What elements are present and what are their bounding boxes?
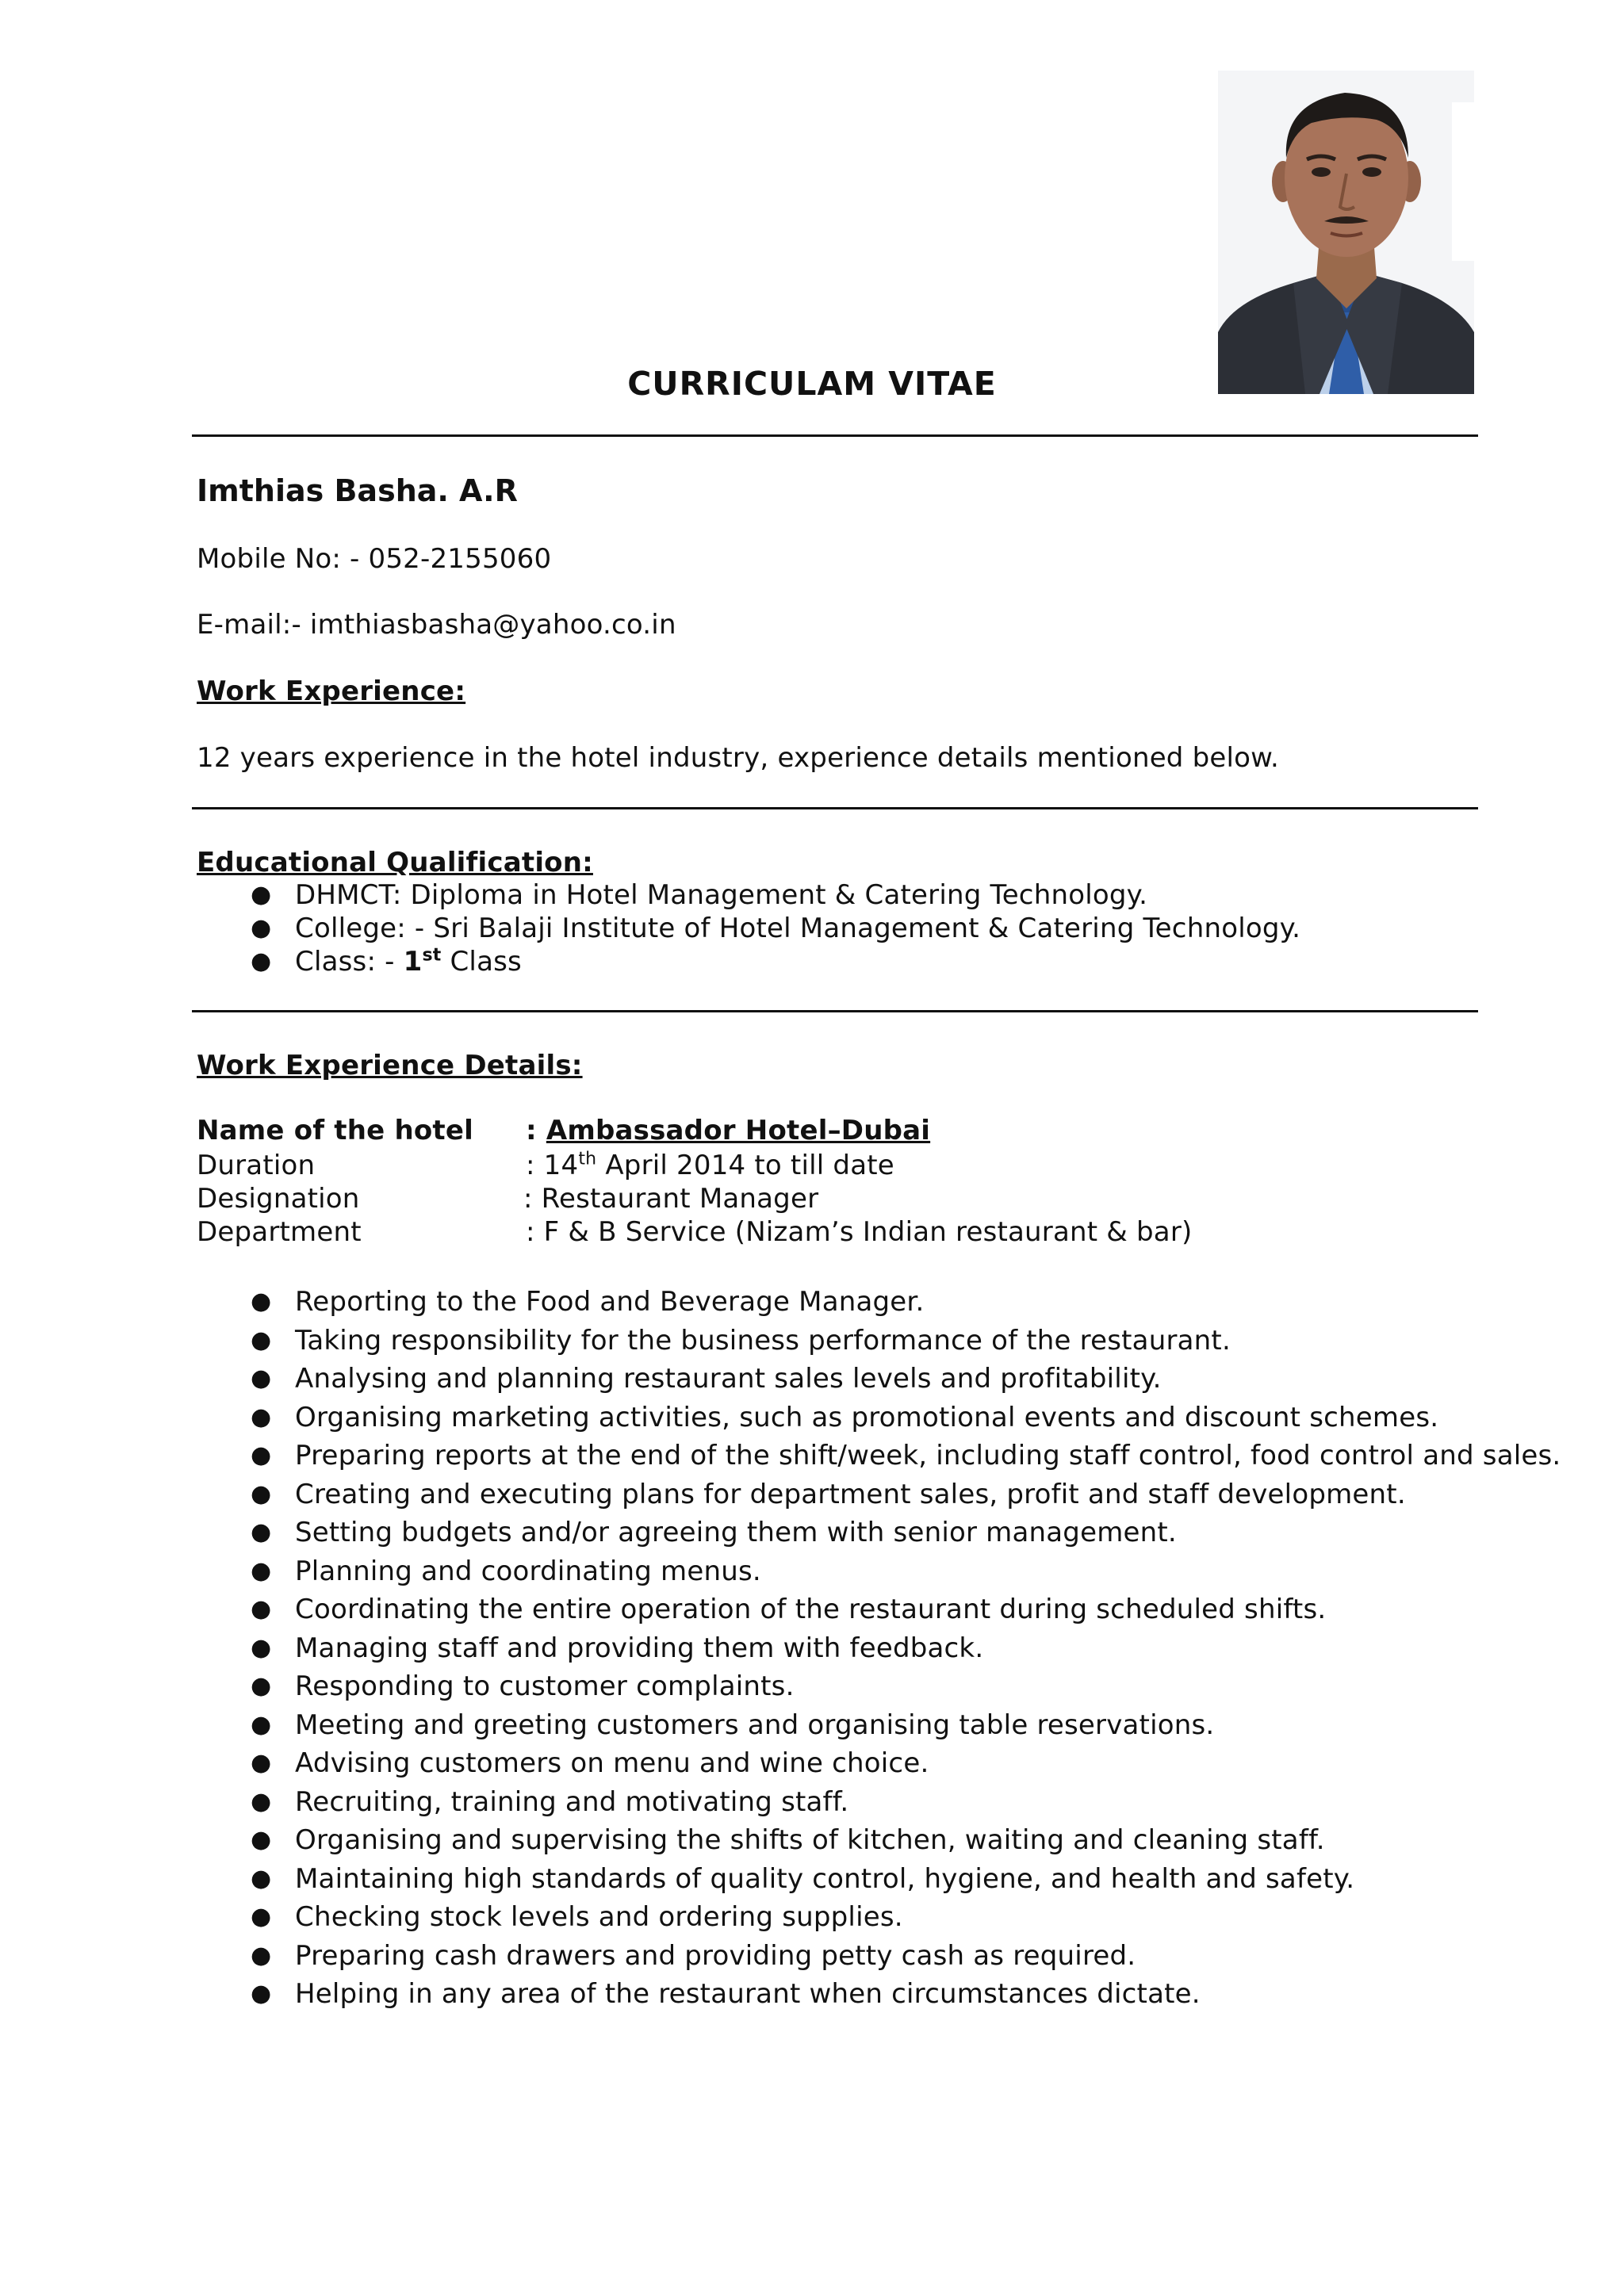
education-item-text: Class: - <box>295 946 404 978</box>
education-item-text: College: - Sri Balaji Institute of Hotel Management & Catering Technology. <box>295 913 1301 944</box>
department-row <box>526 1215 1193 1249</box>
duty-text: Helping in any area of the restaurant when circumstances dictate. <box>295 1978 1201 2010</box>
list-item <box>197 1590 1624 1629</box>
duty-text: Meeting and greeting customers and organising table reservations. <box>295 1709 1215 1741</box>
bullet-icon: ● <box>251 914 272 942</box>
bullet-icon: ● <box>251 1364 272 1392</box>
list-item <box>197 1629 1624 1668</box>
divider <box>192 1010 1478 1012</box>
divider <box>192 434 1478 437</box>
duty-text: Recruiting, training and motivating staff. <box>295 1785 849 1818</box>
duration-label: Duration <box>197 1150 316 1181</box>
bullet-icon: ● <box>251 1326 272 1354</box>
hotel-name-value: Ambassador Hotel–Dubai <box>546 1115 931 1146</box>
divider <box>192 807 1478 809</box>
list-item <box>197 878 1300 912</box>
designation-row <box>523 1181 818 1216</box>
page-title-text: CURRICULAM VITAE <box>627 365 997 403</box>
separator: : <box>523 1183 542 1215</box>
list-item <box>197 1437 1624 1475</box>
bullet-icon: ● <box>251 1710 272 1739</box>
list-item <box>197 945 1300 978</box>
separator: : <box>526 1216 544 1248</box>
list-item <box>197 912 1300 945</box>
bullet-icon: ● <box>251 1518 272 1546</box>
list-item <box>197 1667 1624 1706</box>
duty-text: Responding to customer complaints. <box>295 1670 795 1702</box>
designation-label: Designation <box>197 1183 360 1215</box>
separator: : <box>526 1150 544 1181</box>
work-experience-heading: Work Experience: <box>197 675 466 707</box>
work-experience-summary: 12 years experience in the hotel industry, experience details mentioned below. <box>197 742 1280 774</box>
bullet-icon: ● <box>251 1980 272 2007</box>
bullet-icon: ● <box>251 1595 272 1623</box>
duty-text: Maintaining high standards of quality control, hygiene, and health and safety. <box>295 1862 1355 1895</box>
department-label: Department <box>197 1216 362 1248</box>
list-item <box>197 1744 1624 1783</box>
list-item <box>197 1898 1624 1937</box>
list-item <box>197 1975 1624 2014</box>
work-details-heading: Work Experience Details: <box>197 1050 583 1081</box>
bullet-icon: ● <box>251 1441 272 1469</box>
list-item <box>197 1821 1624 1860</box>
duties-list <box>197 1283 1624 2014</box>
email-address: E-mail:- imthiasbasha@yahoo.co.in <box>197 609 676 641</box>
bullet-icon: ● <box>251 1826 272 1854</box>
bullet-icon: ● <box>251 1864 272 1892</box>
duty-text: Advising customers on menu and wine choice. <box>295 1747 929 1779</box>
bullet-icon: ● <box>251 1402 272 1431</box>
list-item <box>197 1513 1624 1552</box>
mobile-number: Mobile No: - 052-2155060 <box>197 543 552 575</box>
duration-day: 14 <box>543 1150 579 1181</box>
list-item <box>197 1783 1624 1822</box>
list-item <box>197 1283 1624 1322</box>
page-title <box>0 363 1624 404</box>
duty-text: Setting budgets and/or agreeing them with senior management. <box>295 1517 1177 1548</box>
duty-text: Creating and executing plans for department sales, profit and staff development. <box>295 1478 1406 1510</box>
education-item-suffix: Class <box>441 946 522 978</box>
bullet-icon: ● <box>251 1787 272 1816</box>
list-item <box>197 1360 1624 1399</box>
bullet-icon: ● <box>251 1672 272 1700</box>
hotel-name-label: Name of the hotel <box>197 1115 473 1146</box>
duty-text: Organising and supervising the shifts of kitchen, waiting and cleaning staff. <box>295 1824 1325 1856</box>
list-item <box>197 1860 1624 1899</box>
bullet-icon: ● <box>251 947 272 975</box>
person-portrait-icon <box>1218 71 1474 394</box>
duty-text: Taking responsibility for the business performance of the restaurant. <box>295 1324 1231 1357</box>
list-item <box>197 1475 1624 1514</box>
bullet-icon: ● <box>251 1903 272 1931</box>
duty-text: Preparing cash drawers and providing petty cash as required. <box>295 1939 1136 1972</box>
bullet-icon: ● <box>251 1288 272 1315</box>
department-value: F & B Service (Nizam’s Indian restaurant & bar) <box>543 1216 1193 1248</box>
bullet-icon: ● <box>251 1556 272 1585</box>
hotel-name-row <box>526 1113 930 1148</box>
list-item <box>197 1552 1624 1591</box>
bullet-icon: ● <box>251 881 272 909</box>
list-item <box>197 1937 1624 1976</box>
duty-text: Analysing and planning restaurant sales levels and profitability. <box>295 1363 1162 1395</box>
duty-text: Coordinating the entire operation of the restaurant during scheduled shifts. <box>295 1594 1327 1625</box>
education-heading: Educational Qualification: <box>197 847 593 878</box>
bullet-icon: ● <box>251 1479 272 1508</box>
candidate-name: Imthias Basha. A.R <box>197 473 518 508</box>
profile-photo <box>1218 71 1474 394</box>
bullet-icon: ● <box>251 1749 272 1777</box>
list-item <box>197 1706 1624 1745</box>
education-item-text: DHMCT: Diploma in Hotel Management & Catering Technology. <box>295 879 1148 911</box>
list-item <box>197 1399 1624 1437</box>
bullet-icon: ● <box>251 1633 272 1662</box>
duty-text: Preparing reports at the end of the shift/week, including staff control, food control and sales. <box>295 1440 1561 1471</box>
duty-text: Checking stock levels and ordering supplies. <box>295 1901 903 1933</box>
separator: : <box>526 1115 546 1146</box>
designation-value: Restaurant Manager <box>541 1183 819 1215</box>
list-item <box>197 1322 1624 1360</box>
bullet-icon: ● <box>251 1941 272 1969</box>
duration-value: April 2014 to till date <box>596 1150 894 1181</box>
duration-day-suffix: th <box>578 1149 597 1169</box>
duty-text: Planning and coordinating menus. <box>295 1555 761 1587</box>
duration-row <box>526 1148 894 1183</box>
duty-text: Organising marketing activities, such as promotional events and discount schemes. <box>295 1401 1439 1433</box>
duty-text: Managing staff and providing them with feedback. <box>295 1632 984 1664</box>
class-rank-suffix: st <box>422 945 442 966</box>
education-list <box>197 878 1300 978</box>
class-rank: 1 <box>403 946 423 978</box>
duty-text: Reporting to the Food and Beverage Manager. <box>295 1286 925 1318</box>
